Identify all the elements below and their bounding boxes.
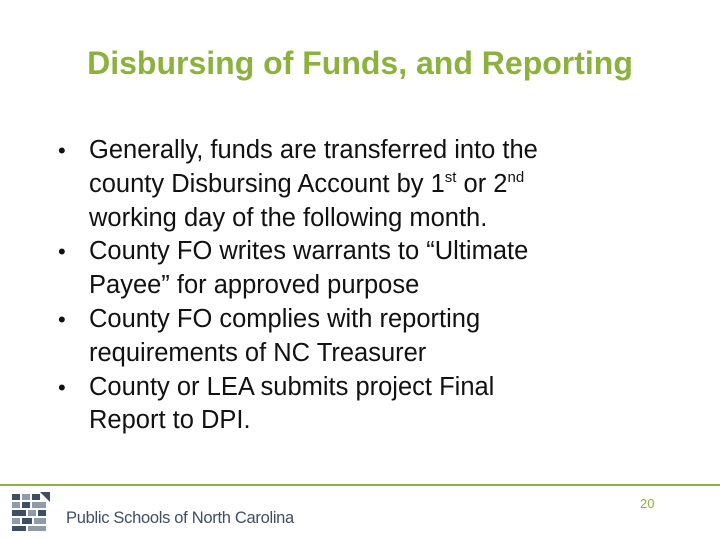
bullet-text: Payee” for approved purpose	[89, 271, 420, 300]
footer-logo	[10, 490, 294, 536]
bullet-text: County FO complies with reporting	[89, 304, 481, 333]
bullet-marker-icon: •	[58, 374, 66, 400]
bullet-line	[89, 134, 676, 168]
nc-schools-logo-icon	[10, 490, 56, 534]
bullet-text: or 2	[456, 169, 508, 198]
bullet-item	[56, 235, 676, 303]
footer-organization-name: Public Schools of North Carolina	[66, 509, 294, 527]
bullet-text: county Disbursing Account by 1	[89, 169, 445, 198]
bullet-list	[56, 134, 676, 438]
page-number: 20	[640, 496, 655, 511]
bullet-text: County FO writes warrants to “Ultimate	[89, 237, 529, 266]
bullet-line	[89, 371, 676, 405]
bullet-line	[89, 404, 676, 438]
bullet-item	[56, 134, 676, 235]
bullet-marker-icon: •	[58, 138, 66, 163]
bullet-line	[89, 202, 676, 236]
bullet-line	[89, 303, 676, 337]
ordinal-superscript: st	[444, 168, 457, 186]
slide-title: Disbursing of Funds, and Reporting	[87, 45, 633, 81]
bullet-line	[89, 269, 676, 303]
footer-divider	[0, 484, 720, 486]
bullet-item	[56, 303, 676, 371]
bullet-text: Report to DPI.	[89, 406, 251, 435]
bullet-marker-icon: •	[58, 239, 66, 265]
ordinal-superscript: nd	[507, 168, 525, 186]
bullet-text: working day of the following month.	[89, 203, 488, 232]
bullet-line	[89, 168, 676, 202]
bullet-line	[89, 235, 676, 269]
bullet-item	[56, 371, 676, 439]
bullet-marker-icon: •	[58, 306, 66, 332]
bullet-line	[89, 337, 676, 371]
bullet-text: requirements of NC Treasurer	[89, 338, 427, 367]
bullet-text: County or LEA submits project Final	[89, 372, 495, 401]
bullet-text: Generally, funds are transferred into the	[89, 136, 538, 164]
